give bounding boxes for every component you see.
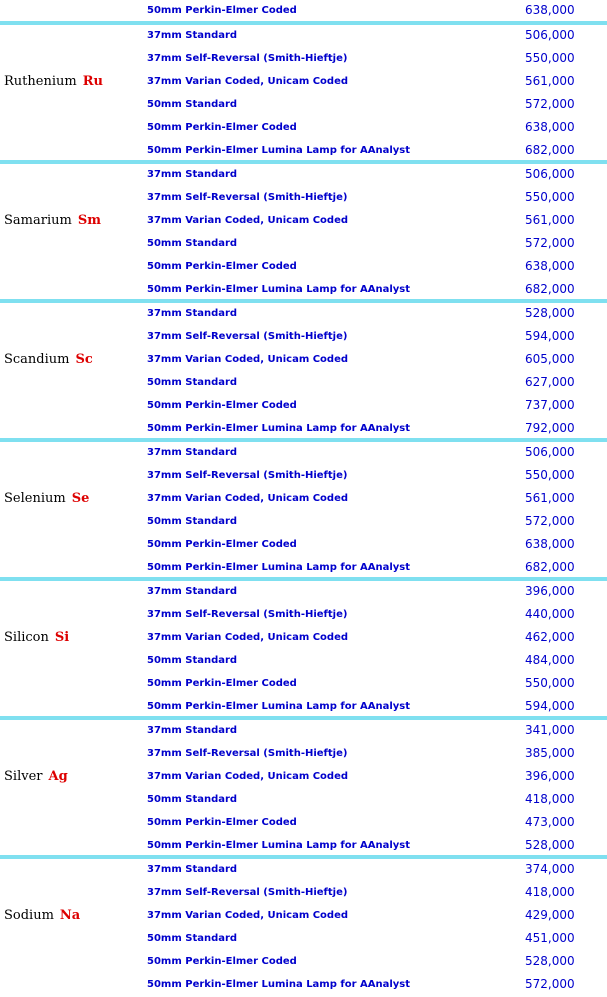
price-value: 605,000 xyxy=(525,352,575,366)
price-row xyxy=(0,673,607,696)
element-label xyxy=(4,491,89,506)
price-value: 396,000 xyxy=(525,584,575,598)
price-value: 550,000 xyxy=(525,468,575,482)
price-row xyxy=(0,48,607,71)
price-value: 506,000 xyxy=(525,28,575,42)
price-value: 737,000 xyxy=(525,398,575,412)
price-value: 638,000 xyxy=(525,3,575,17)
price-value: 572,000 xyxy=(525,236,575,250)
lamp-type-label: 37mm Self-Reversal (Smith-Hieftje) xyxy=(147,887,348,898)
lamp-type-label: 50mm Perkin-Elmer Coded xyxy=(147,678,297,689)
element-label xyxy=(4,352,93,367)
price-row xyxy=(0,442,607,465)
lamp-type-label: 37mm Standard xyxy=(147,864,238,875)
lamp-type-label: 50mm Standard xyxy=(147,655,238,666)
lamp-type-label: 50mm Perkin-Elmer Lumina Lamp for AAnalyst xyxy=(147,423,411,434)
lamp-type-label: 50mm Perkin-Elmer Lumina Lamp for AAnalyst xyxy=(147,284,411,295)
price-row xyxy=(0,882,607,905)
price-value: 682,000 xyxy=(525,560,575,574)
element-label xyxy=(4,908,80,923)
price-row xyxy=(0,0,607,23)
element-symbol: Ru xyxy=(82,73,103,89)
price-value: 550,000 xyxy=(525,51,575,65)
element-name: Selenium xyxy=(4,490,66,506)
element-name: Ruthenium xyxy=(4,73,77,89)
lamp-type-label: 50mm Perkin-Elmer Lumina Lamp for AAnalyst xyxy=(147,562,411,573)
price-value: 561,000 xyxy=(525,213,575,227)
lamp-type-label: 37mm Varian Coded, Unicam Coded xyxy=(147,771,349,782)
price-value: 528,000 xyxy=(525,306,575,320)
price-value: 473,000 xyxy=(525,815,575,829)
lamp-type-label: 37mm Self-Reversal (Smith-Hieftje) xyxy=(147,748,348,759)
lamp-type-label: 50mm Standard xyxy=(147,377,238,388)
price-row xyxy=(0,488,607,511)
lamp-type-label: 37mm Self-Reversal (Smith-Hieftje) xyxy=(147,53,348,64)
price-value: 561,000 xyxy=(525,491,575,505)
price-row xyxy=(0,974,607,997)
price-value: 418,000 xyxy=(525,792,575,806)
price-value: 682,000 xyxy=(525,143,575,157)
price-row xyxy=(0,812,607,835)
price-row xyxy=(0,303,607,326)
price-value: 440,000 xyxy=(525,607,575,621)
lamp-type-label: 37mm Self-Reversal (Smith-Hieftje) xyxy=(147,609,348,620)
lamp-type-label: 37mm Varian Coded, Unicam Coded xyxy=(147,354,349,365)
price-value: 396,000 xyxy=(525,769,575,783)
lamp-type-label: 50mm Perkin-Elmer Coded xyxy=(147,539,297,550)
price-row xyxy=(0,326,607,349)
price-value: 341,000 xyxy=(525,723,575,737)
price-value: 374,000 xyxy=(525,862,575,876)
lamp-type-label: 37mm Standard xyxy=(147,169,238,180)
price-row xyxy=(0,859,607,882)
price-value: 462,000 xyxy=(525,630,575,644)
price-row xyxy=(0,789,607,812)
price-row xyxy=(0,720,607,743)
lamp-type-label: 50mm Standard xyxy=(147,933,238,944)
price-value: 451,000 xyxy=(525,931,575,945)
price-row xyxy=(0,164,607,187)
price-row xyxy=(0,372,607,395)
lamp-type-label: 50mm Perkin-Elmer Coded xyxy=(147,400,297,411)
lamp-type-label: 37mm Varian Coded, Unicam Coded xyxy=(147,910,349,921)
lamp-type-label: 50mm Perkin-Elmer Coded xyxy=(147,5,297,16)
lamp-type-label: 37mm Standard xyxy=(147,30,238,41)
price-value: 429,000 xyxy=(525,908,575,922)
lamp-type-label: 50mm Perkin-Elmer Coded xyxy=(147,122,297,133)
lamp-type-label: 50mm Perkin-Elmer Coded xyxy=(147,956,297,967)
element-label xyxy=(4,630,69,645)
lamp-type-label: 37mm Standard xyxy=(147,586,238,597)
element-name: Samarium xyxy=(4,212,72,228)
element-symbol: Na xyxy=(59,907,81,923)
lamp-type-label: 37mm Standard xyxy=(147,447,238,458)
price-row xyxy=(0,117,607,140)
price-value: 528,000 xyxy=(525,954,575,968)
price-row xyxy=(0,581,607,604)
price-value: 528,000 xyxy=(525,838,575,852)
element-name: Scandium xyxy=(4,351,70,367)
price-value: 550,000 xyxy=(525,676,575,690)
lamp-type-label: 37mm Self-Reversal (Smith-Hieftje) xyxy=(147,331,348,342)
lamp-type-label: 37mm Self-Reversal (Smith-Hieftje) xyxy=(147,470,348,481)
lamp-type-label: 50mm Perkin-Elmer Lumina Lamp for AAnalyst xyxy=(147,840,411,851)
price-row xyxy=(0,743,607,766)
price-value: 594,000 xyxy=(525,329,575,343)
element-symbol: Si xyxy=(54,629,70,645)
lamp-type-label: 37mm Varian Coded, Unicam Coded xyxy=(147,215,349,226)
price-row xyxy=(0,465,607,488)
price-value: 572,000 xyxy=(525,514,575,528)
price-row xyxy=(0,905,607,928)
price-value: 682,000 xyxy=(525,282,575,296)
element-label xyxy=(4,74,103,89)
element-name: Silicon xyxy=(4,629,49,645)
price-value: 418,000 xyxy=(525,885,575,899)
lamp-type-label: 37mm Standard xyxy=(147,725,238,736)
price-value: 792,000 xyxy=(525,421,575,435)
lamp-type-label: 37mm Standard xyxy=(147,308,238,319)
lamp-type-label: 37mm Varian Coded, Unicam Coded xyxy=(147,76,349,87)
price-value: 638,000 xyxy=(525,120,575,134)
element-label xyxy=(4,213,101,228)
element-symbol: Sc xyxy=(75,351,93,367)
element-symbol: Ag xyxy=(48,768,68,784)
price-value: 638,000 xyxy=(525,537,575,551)
lamp-type-label: 50mm Standard xyxy=(147,238,238,249)
price-value: 550,000 xyxy=(525,190,575,204)
price-row xyxy=(0,395,607,418)
element-label xyxy=(4,769,68,784)
price-row xyxy=(0,766,607,789)
price-value: 572,000 xyxy=(525,977,575,991)
lamp-type-label: 50mm Standard xyxy=(147,794,238,805)
price-row xyxy=(0,604,607,627)
price-row xyxy=(0,627,607,650)
price-row xyxy=(0,94,607,117)
lamp-type-label: 50mm Standard xyxy=(147,99,238,110)
lamp-type-label: 37mm Varian Coded, Unicam Coded xyxy=(147,493,349,504)
price-row xyxy=(0,187,607,210)
price-row xyxy=(0,25,607,48)
element-name: Silver xyxy=(4,768,43,784)
price-row xyxy=(0,650,607,673)
lamp-type-label: 50mm Perkin-Elmer Coded xyxy=(147,261,297,272)
lamp-type-label: 50mm Perkin-Elmer Lumina Lamp for AAnalyst xyxy=(147,145,411,156)
price-value: 638,000 xyxy=(525,259,575,273)
element-symbol: Sm xyxy=(77,212,101,228)
price-row xyxy=(0,511,607,534)
price-value: 572,000 xyxy=(525,97,575,111)
lamp-type-label: 50mm Perkin-Elmer Coded xyxy=(147,817,297,828)
price-row xyxy=(0,534,607,557)
price-value: 484,000 xyxy=(525,653,575,667)
lamp-type-label: 50mm Perkin-Elmer Lumina Lamp for AAnalyst xyxy=(147,701,411,712)
lamp-type-label: 37mm Self-Reversal (Smith-Hieftje) xyxy=(147,192,348,203)
element-name: Sodium xyxy=(4,907,54,923)
price-row xyxy=(0,928,607,951)
price-row xyxy=(0,233,607,256)
price-value: 506,000 xyxy=(525,167,575,181)
price-row xyxy=(0,951,607,974)
lamp-type-label: 50mm Standard xyxy=(147,516,238,527)
element-symbol: Se xyxy=(71,490,90,506)
price-value: 506,000 xyxy=(525,445,575,459)
lamp-type-label: 37mm Varian Coded, Unicam Coded xyxy=(147,632,349,643)
lamp-type-label: 50mm Perkin-Elmer Lumina Lamp for AAnalyst xyxy=(147,979,411,990)
price-row xyxy=(0,256,607,279)
price-value: 627,000 xyxy=(525,375,575,389)
price-value: 594,000 xyxy=(525,699,575,713)
price-value: 385,000 xyxy=(525,746,575,760)
price-value: 561,000 xyxy=(525,74,575,88)
